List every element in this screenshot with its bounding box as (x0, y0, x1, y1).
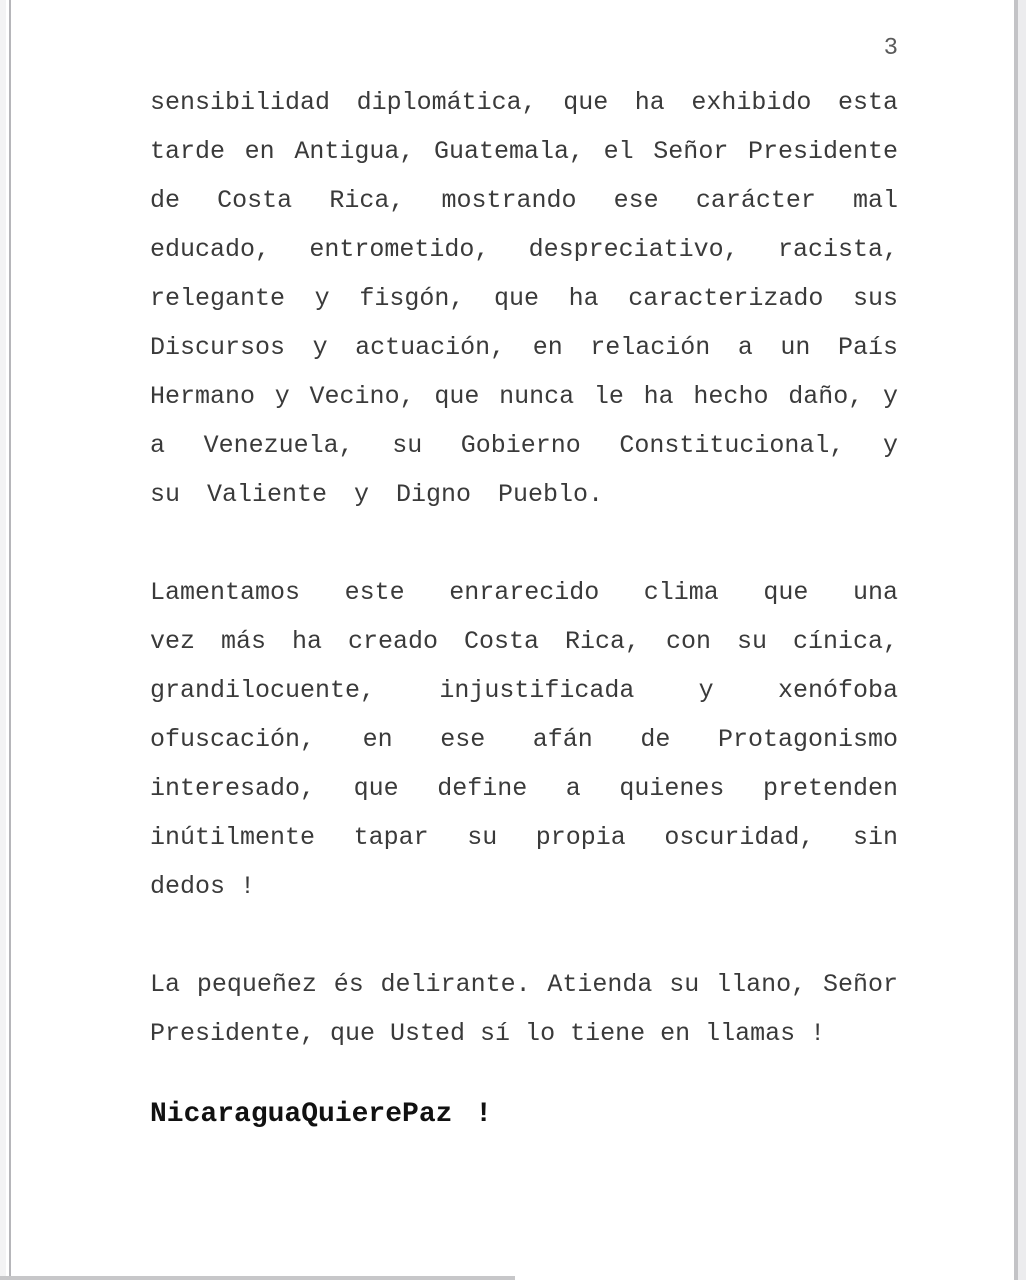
text-line: Hermano y Vecino, que nunca le ha hecho daño, y (150, 382, 898, 411)
text-line: Lamentamos este enrarecido clima que una (150, 578, 898, 607)
scan-edge-bottom-line (0, 1276, 515, 1280)
page-number: 3 (883, 35, 898, 62)
text-line: a Venezuela, su Gobierno Constitucional, y (150, 431, 898, 460)
text-line: interesado, que define a quienes pretenden (150, 774, 898, 803)
text-line: educado, entrometido, despreciativo, racista, (150, 235, 898, 264)
text-line: grandilocuente, injustificada y xenófoba (150, 676, 898, 705)
text-line: relegante y fisgón, que ha caracterizado sus (150, 284, 898, 313)
text-line: de Costa Rica, mostrando ese carácter mal (150, 186, 898, 215)
text-line: inútilmente tapar su propia oscuridad, sin (150, 823, 898, 852)
text-line: vez más ha creado Costa Rica, con su cínica, (150, 627, 898, 656)
text-line: Presidente, que Usted sí lo tiene en llamas ! (150, 1019, 826, 1048)
paragraph-1 (150, 78, 898, 519)
text-line: su Valiente y Digno Pueblo. (150, 480, 604, 509)
scan-edge-right-outer (1018, 0, 1026, 1280)
scan-edge-left-outer (0, 0, 6, 1280)
paragraph-4 (150, 1090, 898, 1139)
paragraph-3 (150, 960, 898, 1058)
text-line: sensibilidad diplomática, que ha exhibido esta (150, 88, 898, 117)
text-line: La pequeñez és delirante. Atienda su llano, Señor (150, 970, 898, 999)
page-content (150, 0, 898, 1139)
scan-edge-left-line (9, 0, 11, 1280)
paragraph-2 (150, 568, 898, 911)
text-line: ofuscación, en ese afán de Protagonismo (150, 725, 898, 754)
text-line: dedos ! (150, 872, 256, 901)
text-line: tarde en Antigua, Guatemala, el Señor Presidente (150, 137, 898, 166)
slogan-line: NicaraguaQuierePaz ! (150, 1099, 493, 1130)
text-line: Discursos y actuación, en relación a un País (150, 333, 898, 362)
